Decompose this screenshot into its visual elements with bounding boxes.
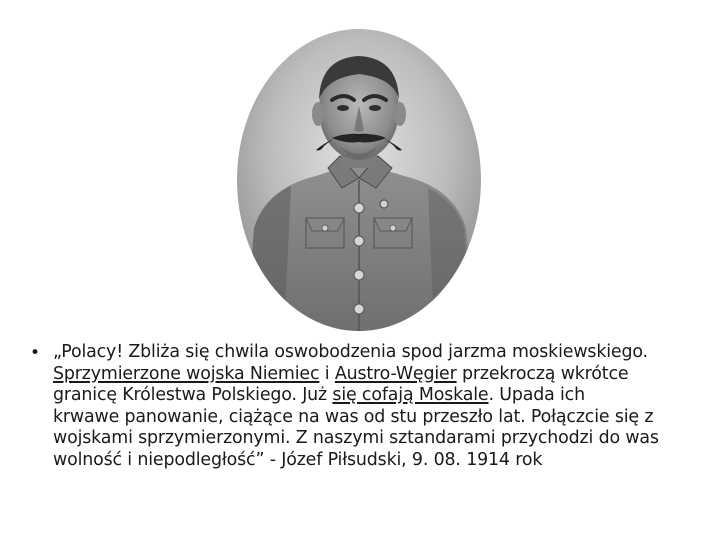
quote-line xyxy=(53,428,687,450)
quote-line xyxy=(53,364,687,386)
link-sie-cofaja-moskale[interactable]: się cofają Moskale xyxy=(332,385,489,405)
quote-text: krwawe panowanie, ciążące na was od stu przeszło lat. Połączcie się z xyxy=(53,406,654,427)
quote-text: wolność i niepodległość” xyxy=(53,449,270,470)
quote-line xyxy=(53,407,687,429)
quote-line xyxy=(53,342,687,364)
portrait-image xyxy=(236,28,482,332)
quote-line xyxy=(53,450,687,472)
quote-line xyxy=(53,385,687,407)
quote-text: . Upada ich xyxy=(488,385,585,405)
quote-dash: - xyxy=(269,449,282,470)
quote-text: „Polacy! Zbliża się chwila oswobodzenia spod jarzma moskiewskiego. xyxy=(53,342,648,362)
quote-text: wojskami sprzymierzonymi. Z naszymi sztandarami przychodzi do was xyxy=(53,428,659,448)
portrait-photo xyxy=(236,28,482,332)
link-sprzymierzone-wojska-niemiec[interactable]: Sprzymierzone wojska Niemiec xyxy=(53,363,320,384)
pilsudski-quote xyxy=(53,342,687,471)
bullet-point: • xyxy=(30,343,41,363)
quote-text: granicę Królestwa Polskiego. Już xyxy=(53,385,333,405)
quote-attribution: Józef Piłsudski, 9. 08. 1914 rok xyxy=(281,449,543,470)
link-austro-wegier[interactable]: Austro-Węgier xyxy=(334,363,457,384)
quote-text: i xyxy=(319,363,335,384)
quote-text: przekroczą wkrótce xyxy=(456,363,629,384)
